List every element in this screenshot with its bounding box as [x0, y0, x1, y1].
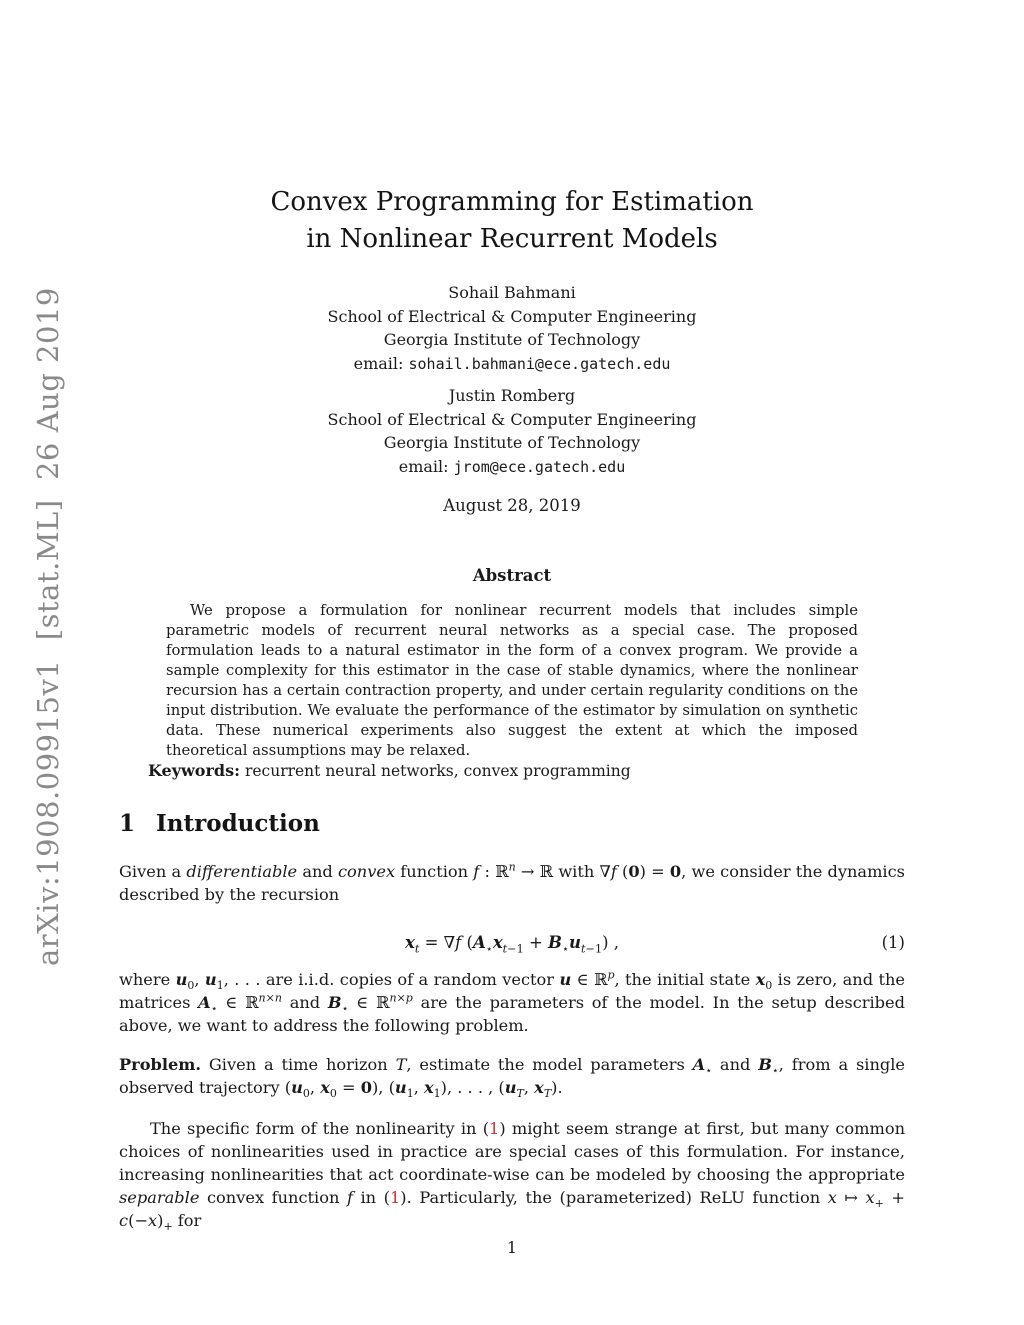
- author-affiliation: Georgia Institute of Technology: [383, 433, 641, 452]
- intro-paragraph-1: Given a differentiable and convex function f : ℝ$^n$ → ℝ with ∇f (0) = 0, we consider the dynamics described by the recursion: [119, 860, 905, 904]
- author-name: Justin Romberg: [448, 386, 576, 405]
- equation-ref-link[interactable]: 1: [389, 1188, 401, 1207]
- section-number: 1: [119, 810, 136, 837]
- paper-title: [0, 184, 1024, 258]
- email-label: email:: [398, 456, 454, 476]
- paper-title-line2: in Nonlinear Recurrent Models: [306, 224, 718, 254]
- paper-title-line1: Convex Programming for Estimation: [270, 187, 754, 217]
- keywords-text: recurrent neural networks, convex programming: [240, 762, 631, 780]
- equation-ref-link[interactable]: 1: [489, 1119, 500, 1138]
- author-affiliation: School of Electrical & Computer Engineering: [327, 306, 697, 326]
- author-affiliation: School of Electrical & Computer Engineering: [327, 409, 697, 429]
- keywords-line: [148, 761, 868, 780]
- keywords-label: Keywords:: [148, 761, 241, 780]
- author-email-line: [0, 455, 1024, 480]
- arxiv-watermark: arXiv:1908.09915v1 [stat.ML] 26 Aug 2019: [31, 287, 65, 966]
- paper-date: August 28, 2019: [443, 496, 581, 515]
- equation-1-number: (1): [881, 933, 905, 952]
- equation-1: [119, 929, 905, 957]
- section-title: Introduction: [156, 810, 320, 837]
- abstract-heading: Abstract: [472, 566, 552, 585]
- equation-1-formula: $x_t = \nabla f$ $(A_⋆x_{t-1} + B_⋆u_{t-1})$ ,: [404, 933, 620, 956]
- author-block-1: [0, 281, 1024, 376]
- page-number: 1: [506, 1238, 518, 1257]
- author-email-address: sohail.bahmani@ece.gatech.edu: [408, 354, 671, 373]
- author-email-address: jrom@ece.gatech.edu: [453, 457, 626, 476]
- email-label: email:: [353, 353, 409, 373]
- problem-statement: Problem. Given a time horizon T, estimate the model parameters $A_⋆$ and $B_⋆$, from a single observed trajectory ($u_0$, $x_0 = 0$), ($u_1$, $x_1$), . . . , ($u_T$, $x_T$).: [119, 1055, 905, 1101]
- author-email-line: [0, 352, 1024, 377]
- abstract-body: We propose a formulation for nonlinear recurrent models that includes simple parametric models of recurrent neural networks as a special case. The proposed formulation leads to a natural estimator in the form of a convex program. We provide a sample complexity for this estimator in the case of stable dynamics, where the nonlinear recursion has a certain contraction property, and under certain regularity conditions on the input distribution. We evaluate the performance of the estimator by simulation on synthetic data. These numerical experiments also suggest the extent at which the imposed theoretical assumptions may be relaxed.: [166, 602, 858, 759]
- author-name: Sohail Bahmani: [448, 283, 576, 302]
- intro-paragraph-3: The specific form of the nonlinearity in (1) might seem strange at first, but many common choices of nonlinearities used in practice are special cases of this formulation. For instance, increasing nonlinearities that act coordinate-wise can be modeled by choosing the appropriate separable convex function f in (1). Particularly, the (parameterized) ReLU function x ↦ $x_+ + c(-x)_+$ for: [119, 1119, 905, 1234]
- intro-paragraph-2: where $u_0$, $u_1$, . . . are i.i.d. copies of a random vector u ∈ ℝ$^p$, the initial state $x_0$ is zero, and the matrices $A_⋆$ ∈ ℝ$^{n\times n}$ and $B_⋆$ ∈ ℝ$^{n\times p}$ are the parameters of the model. In the setup described above, we want to address the following problem.: [119, 968, 906, 1035]
- author-affiliation: Georgia Institute of Technology: [383, 330, 641, 349]
- section-heading-introduction: [119, 810, 320, 837]
- author-block-2: [0, 384, 1024, 479]
